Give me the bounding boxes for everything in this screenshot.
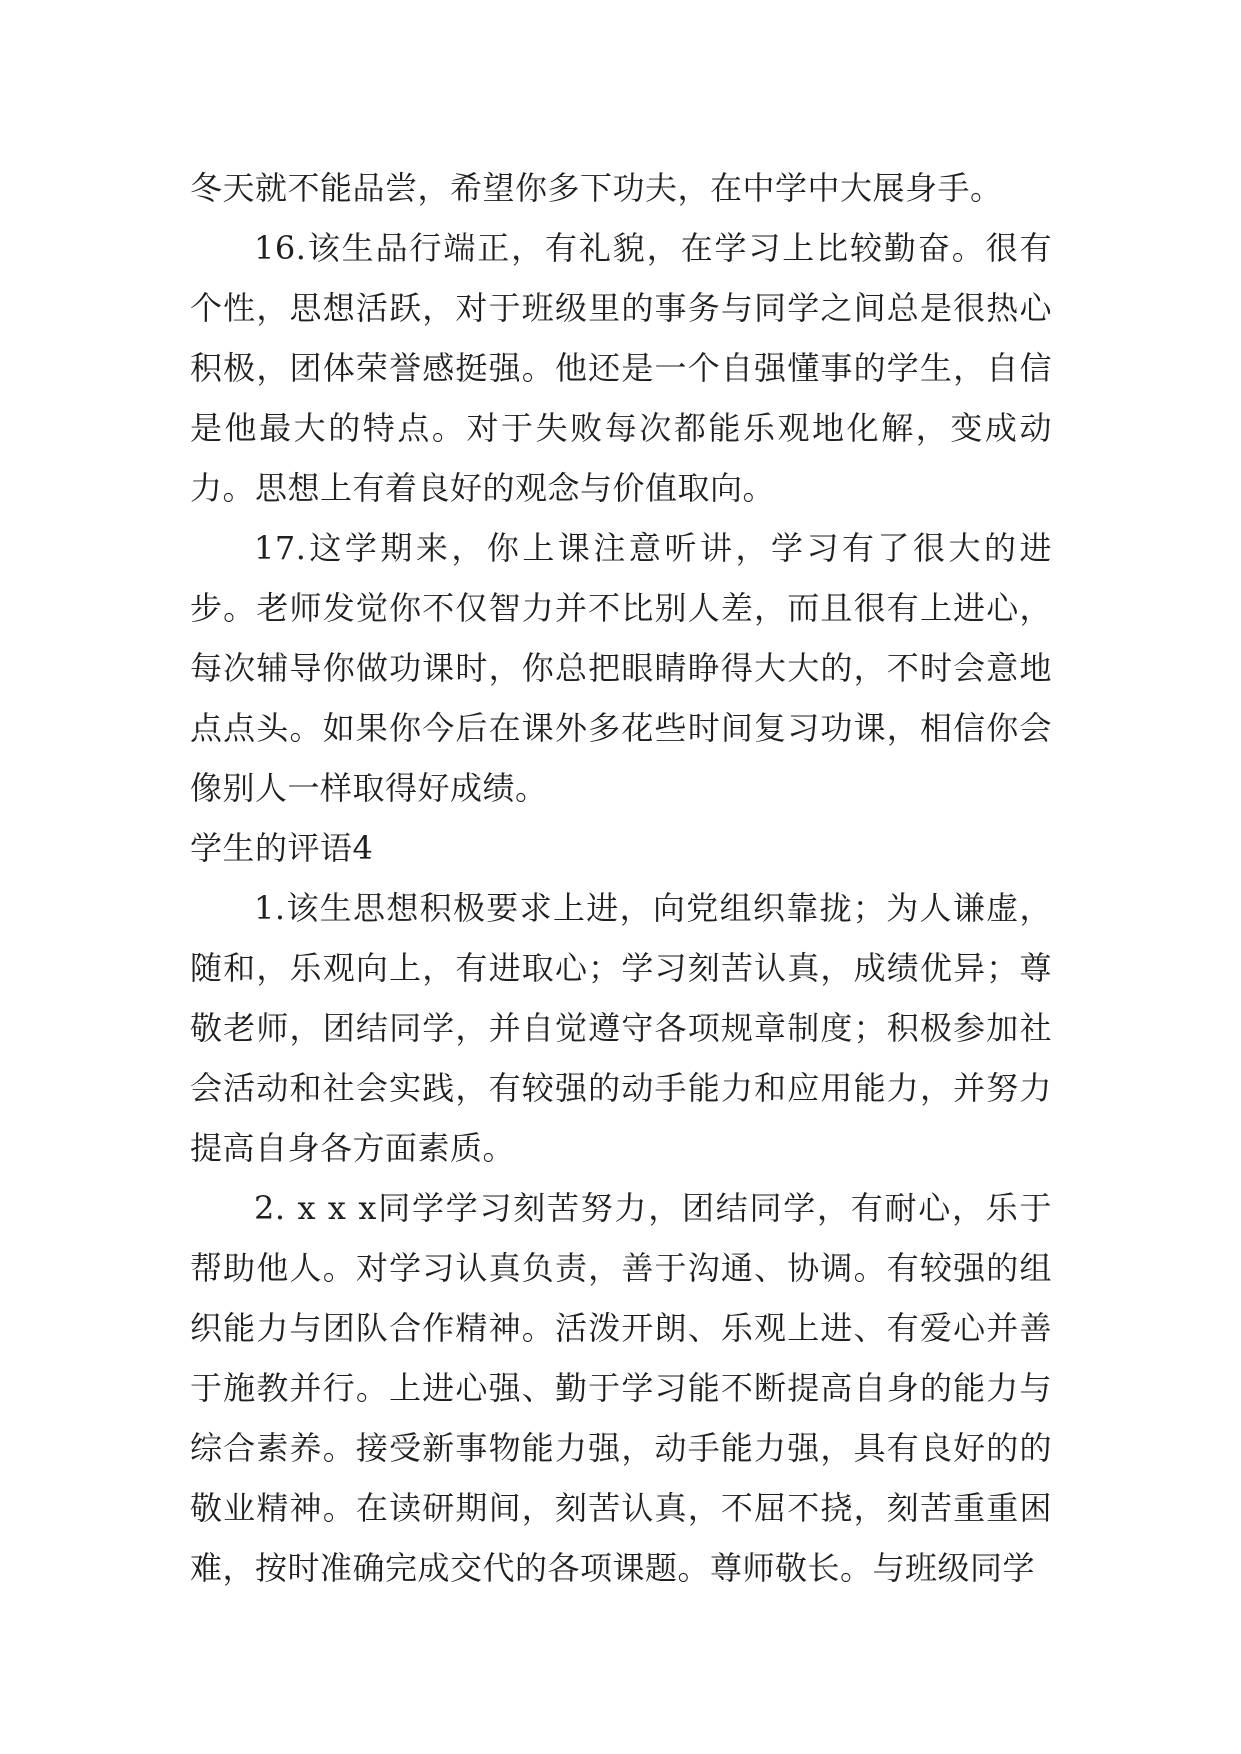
paragraph-comment-1: 1.该生思想积极要求上进，向党组织靠拢；为人谦虚，随和，乐观向上，有进取心；学习刻苦认真，成绩优异；尊敬老师，团结同学，并自觉遵守各项规章制度；积极参加社会活动和社会实践，有较强的动手能力和应用能力，并努力提高自身各方面素质。 bbox=[190, 889, 1052, 1167]
paragraph-comment-2: 2. x x x同学学习刻苦努力，团结同学，有耐心，乐于帮助他人。对学习认真负责，善于沟通、协调。有较强的组织能力与团队合作精神。活泼开朗、乐观上进、有爱心并善于施教并行。上进心强、勤于学习能不断提高自身的能力与综合素养。接受新事物能力强，动手能力强，具有良好的的敬业精神。在读研期间，刻苦认真，不屈不挠，刻苦重重困难，按时准确完成交代的各项课题。尊师敬长。与班级同学 bbox=[190, 1189, 1052, 1587]
paragraph-comment-17: 17.这学期来，你上课注意听讲，学习有了很大的进步。老师发觉你不仅智力并不比别人差，而且很有上进心，每次辅导你做功课时，你总把眼睛睁得大大的，不时会意地点点头。如果你今后在课外多花些时间复习功课，相信你会像别人一样取得好成绩。 bbox=[190, 529, 1052, 807]
paragraph-continuation: 冬天就不能品尝，希望你多下功夫，在中学中大展身手。 bbox=[190, 169, 1003, 207]
paragraph-comment-16: 16.该生品行端正，有礼貌，在学习上比较勤奋。很有个性，思想活跃，对于班级里的事务与同学之间总是很热心积极，团体荣誉感挺强。他还是一个自强懂事的学生，自信是他最大的特点。对于失败每次都能乐观地化解，变成动力。思想上有着良好的观念与价值取向。 bbox=[190, 229, 1052, 507]
document-body bbox=[190, 158, 1052, 1598]
section-heading: 学生的评语4 bbox=[190, 829, 374, 867]
